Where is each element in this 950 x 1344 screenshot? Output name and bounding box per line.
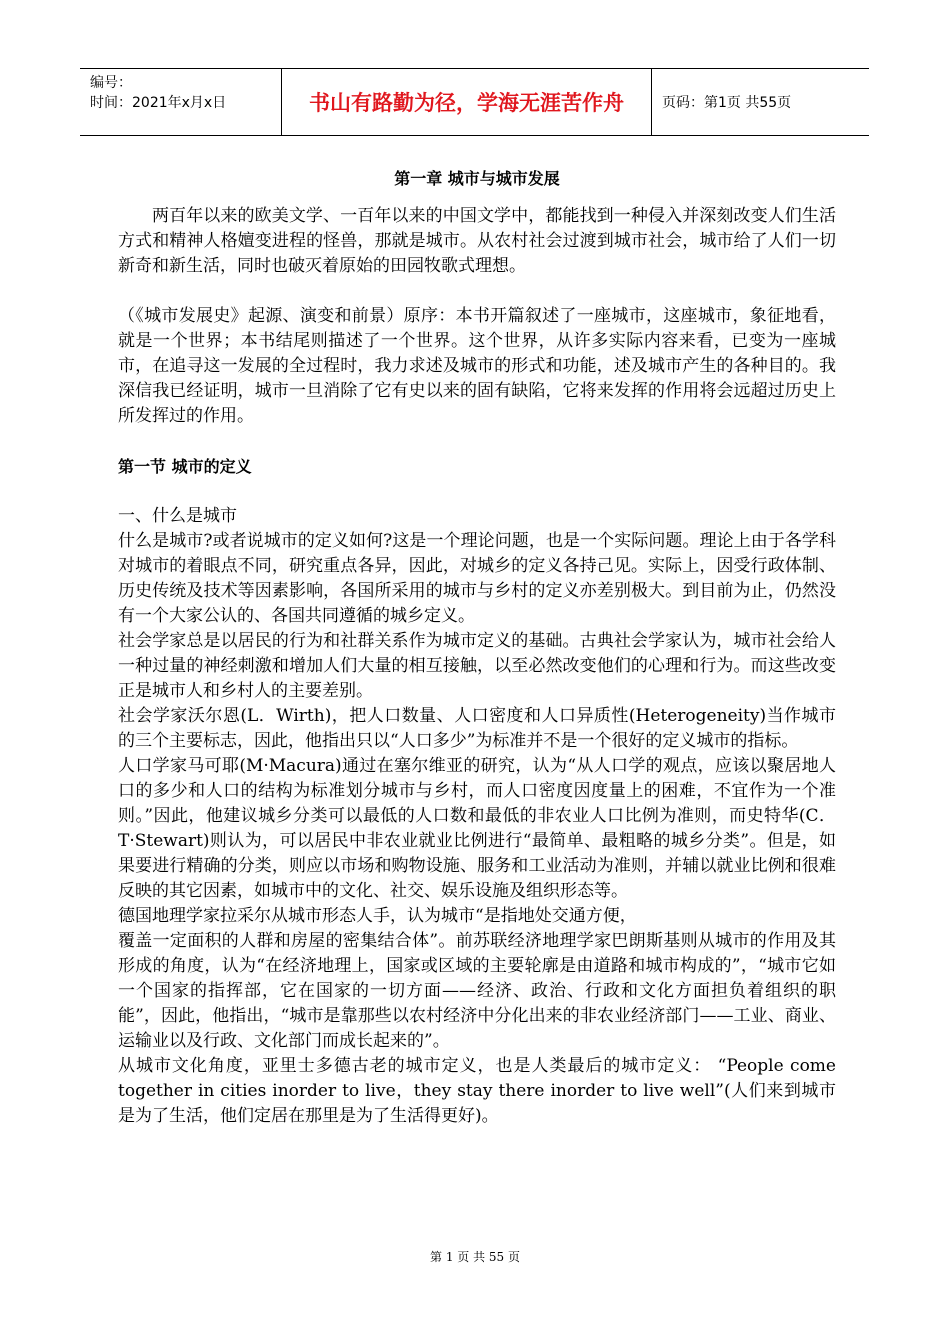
body-paragraph: 德国地理学家拉采尔从城市形态人手，认为城市“是指地处交通方便，: [118, 906, 637, 926]
header-left-cell: [80, 69, 282, 135]
body-paragraph: 从城市文化角度，亚里士多德古老的城市定义，也是人类最后的城市定义： “People come together in cities inorder to live，they stay there inorder to live well”(人们来到城市是为了生活，他们定居在那里是为了生活得更好)。: [118, 1056, 836, 1126]
header-page-info: 页码：第1页 共55页: [662, 95, 792, 111]
time-label: 时间：2021年x月x日: [90, 95, 227, 111]
header-motto: 书山有路勤为径，学海无涯苦作舟: [282, 69, 652, 135]
serial-label: 编号：: [90, 75, 132, 91]
preface-paragraph: （《城市发展史》起源、演变和前景）原序：本书开篇叙述了一座城市，这座城市，象征地看，就是一个世界；本书结尾则描述了一个世界。这个世界，从许多实际内容来看，已变为一座城市，在追寻这一发展的全过程时，我力求述及城市的形式和功能，述及城市产生的各种目的。我深信我已经证明，城市一旦消除了它有史以来的固有缺陷，它将来发挥的作用将会远超过历史上所发挥过的作用。: [118, 306, 836, 426]
document-body: [118, 166, 836, 1129]
page-footer: 第 1 页 共 55 页: [430, 1250, 520, 1264]
body-paragraph: 人口学家马可耶(M·Macura)通过在塞尔维亚的研究，认为“从人口学的观点，应该以聚居地人口的多少和人口的结构为标准划分城市与乡村，而人口密度因度量上的困难，不宜作为一个准则。”因此，他建议城乡分类可以最低的人口数和最低的非农业人口比例为准则，而史特华(C．T·Stewart)则认为，可以居民中非农业就业比例进行“最简单、最粗略的城乡分类”。但是，如果要进行精确的分类，则应以市场和购物设施、服务和工业活动为准则，并辅以就业比例和很难反映的其它因素，如城市中的文化、社交、娱乐设施及组织形态等。: [118, 756, 836, 901]
chapter-title: 第一章 城市与城市发展: [394, 169, 560, 188]
body-paragraph: 覆盖一定面积的人群和房屋的密集结合体”。前苏联经济地理学家巴朗斯基则从城市的作用及其形成的角度，认为“在经济地理上，国家或区域的主要轮廓是由道路和城市构成的”，“城市它如一个国家的指挥部，它在国家的一切方面——经济、政治、行政和文化方面担负着组织的职能”，因此，他指出，“城市是靠那些以农村经济中分化出来的非农业经济部门——工业、商业、运输业以及行政、文化部门而成长起来的”。: [118, 931, 836, 1051]
body-paragraph: 社会学家沃尔恩(L．Wirth)，把人口数量、人口密度和人口异质性(Heterogeneity)当作城市的三个主要标志，因此，他指出只以“人口多少”为标准并不是一个很好的定义城市的指标。: [118, 706, 836, 751]
header-table: [80, 68, 869, 136]
subsection-title: 一、什么是城市: [118, 506, 237, 526]
body-paragraph: 社会学家总是以居民的行为和社群关系作为城市定义的基础。古典社会学家认为，城市社会给人一种过量的神经刺激和增加人们大量的相互接触，以至必然改变他们的心理和行为。而这些改变正是城市人和乡村人的主要差别。: [118, 631, 836, 701]
body-paragraph: 什么是城市?或者说城市的定义如何?这是一个理论问题，也是一个实际问题。理论上由于各学科对城市的着眼点不同，研究重点各异，因此，对城乡的定义各持己见。实际上，因受行政体制、历史传统及技术等因素影响，各国所采用的城市与乡村的定义亦差别极大。到目前为止，仍然没有一个大家公认的、各国共同遵循的城乡定义。: [118, 531, 836, 626]
intro-paragraph: 两百年以来的欧美文学、一百年以来的中国文学中，都能找到一种侵入并深刻改变人们生活方式和精神人格嬗变进程的怪兽，那就是城市。从农村社会过渡到城市社会，城市给了人们一切新奇和新生活，同时也破灭着原始的田园牧歌式理想。: [118, 206, 836, 276]
section-title: 第一节 城市的定义: [118, 457, 252, 476]
